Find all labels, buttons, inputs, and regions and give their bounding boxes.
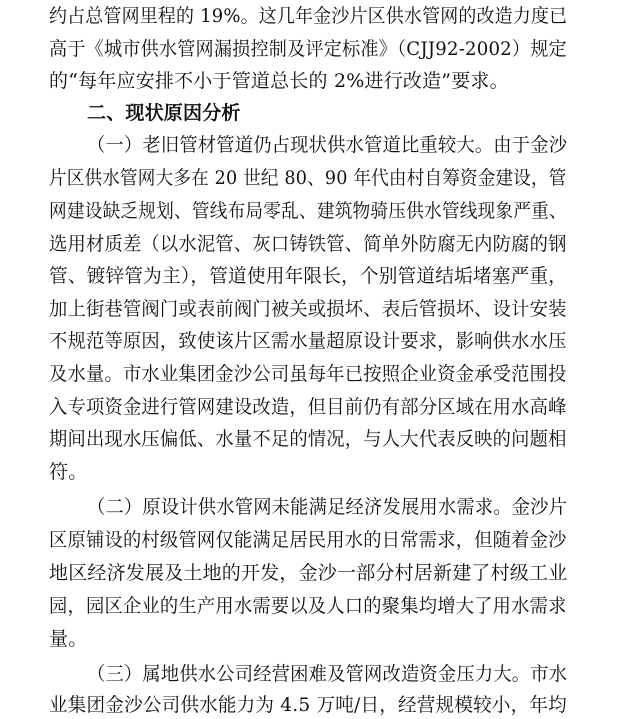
text-line-8: 选用材质差（以水泥管、灰口铸铁管、简单外防腐无内防腐的钢 (49, 233, 567, 255)
text-line-15: 符。 (49, 461, 88, 483)
text-line-10: 加上街巷管阀门或表前阀门被关或损坏、表后管损坏、设计安装 (49, 298, 567, 320)
text-line-6: 片区供水管网大多在 20 世纪 80、90 年代由村自筹资金建设，管 (49, 167, 567, 189)
text-line-21: （三）属地供水公司经营困难及管网改造资金压力大。市水 (87, 663, 568, 685)
text-line-13: 入专项资金进行管网建设改造，但目前仍有部分区域在用水高峰 (49, 396, 567, 418)
text-line-20: 量。 (49, 628, 88, 650)
text-line-3: 的“每年应安排不小于管道总长的 2%进行改造”要求。 (49, 70, 509, 92)
text-line-19: 园，园区企业的生产用水需要以及人口的聚集均增大了用水需求 (49, 595, 567, 617)
section-heading: 二、现状原因分析 (87, 102, 241, 124)
text-line-12: 及水量。市水业集团金沙公司虽每年已按照企业资金承受范围投 (49, 363, 567, 385)
text-line-11: 不规范等原因，致使该片区需水量超原设计要求，影响供水水压 (49, 330, 567, 352)
text-line-22: 业集团金沙公司供水能力为 4.5 万吨/日，经营规模较小，年均 (49, 694, 567, 716)
text-line-17: 区原铺设的村级管网仅能满足居民用水的日常需求，但随着金沙 (49, 529, 567, 551)
text-line-7: 网建设缺乏规划、管线布局零乱、建筑物骑压供水管线现象严重、 (49, 200, 567, 222)
text-line-5: （一）老旧管材管道仍占现状供水管道比重较大。由于金沙 (87, 134, 568, 156)
text-line-1: 约占总管网里程的 19%。这几年金沙片区供水管网的改造力度已 (49, 5, 568, 27)
text-line-14: 期间出现水压偏低、水量不足的情况，与人大代表反映的问题相 (49, 428, 567, 450)
text-line-9: 管、镀锌管为主），管道使用年限长，个别管道结垢堵塞严重， (49, 265, 568, 287)
text-line-2: 高于《城市供水管网漏损控制及评定标准》（CJJ92-2002）规定 (49, 38, 567, 60)
text-line-18: 地区经济发展及土地的开发，金沙一部分村居新建了村级工业 (49, 562, 568, 584)
text-line-16: （二）原设计供水管网未能满足经济发展用水需求。金沙片 (87, 496, 568, 518)
